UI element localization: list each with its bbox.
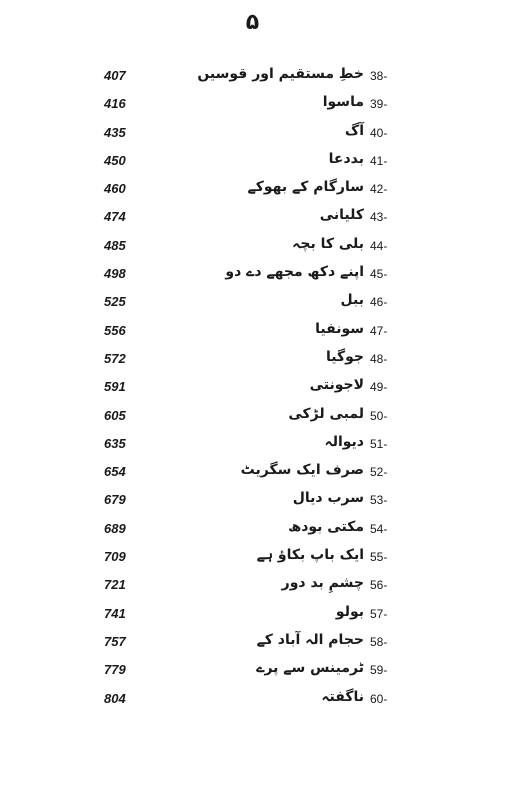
- toc-page-number: 779: [104, 662, 126, 678]
- toc-entry-number: 50-: [370, 408, 388, 423]
- toc-entry: [0, 203, 505, 231]
- toc-entry-number: 60-: [370, 691, 388, 706]
- toc-entry-number: 49-: [370, 380, 388, 395]
- toc-entry: [0, 119, 505, 147]
- toc-entry-title: سرب دیال: [292, 490, 364, 507]
- toc-entry-number: 56-: [370, 578, 388, 593]
- toc-entry-title: بددعا: [328, 150, 364, 167]
- toc-page-number: 407: [104, 68, 126, 83]
- toc-page-number: 804: [104, 690, 126, 706]
- toc-entry-number: 44-: [370, 238, 388, 253]
- toc-page-number: 435: [104, 124, 126, 140]
- toc-page-number: 525: [104, 294, 126, 310]
- toc-entry: [0, 458, 505, 486]
- toc-entry: [0, 288, 505, 316]
- toc-page-number: 654: [104, 464, 126, 480]
- toc-page-number: 721: [104, 577, 126, 593]
- toc-page-number: 741: [104, 605, 126, 621]
- page-number: ۵: [245, 10, 260, 35]
- toc-entry-number: 40-: [370, 125, 388, 140]
- toc-entry-number: 55-: [370, 550, 388, 565]
- toc-entry-number: 51-: [370, 436, 388, 451]
- toc-entry-title: ناگفتہ: [321, 688, 364, 705]
- toc-entry: [0, 373, 505, 401]
- toc-entry-title: ببل: [340, 292, 364, 309]
- toc-entry-title: آگ: [344, 122, 364, 139]
- toc-entry-number: 38-: [370, 69, 388, 83]
- toc-entry-number: 59-: [370, 663, 388, 678]
- table-of-contents: [0, 62, 505, 713]
- toc-page-number: 556: [104, 322, 126, 338]
- toc-page-number: 474: [104, 209, 126, 225]
- toc-entry-title: حجام الہ آباد کے: [256, 631, 364, 648]
- toc-entry-number: 57-: [370, 606, 388, 621]
- toc-entry-number: 53-: [370, 493, 388, 508]
- toc-page-number: 485: [104, 237, 126, 253]
- toc-entry-number: 48-: [370, 351, 388, 366]
- toc-entry-title: اپنے دکھ مجھے دے دو: [225, 264, 364, 281]
- toc-entry: [0, 430, 505, 458]
- toc-entry-title: لمبی لڑکی: [288, 405, 364, 422]
- toc-entry-title: بلی کا بچہ: [292, 235, 364, 252]
- toc-entry-title: سونفیا: [315, 320, 364, 337]
- toc-entry-number: 46-: [370, 295, 388, 310]
- toc-entry: [0, 147, 505, 175]
- toc-entry: [0, 317, 505, 345]
- toc-entry-title: دیوالہ: [324, 433, 364, 450]
- toc-entry-title: لاجونتی: [309, 377, 364, 394]
- toc-entry-number: 47-: [370, 323, 388, 338]
- toc-page-number: 757: [104, 633, 126, 649]
- toc-entry-title: بولو: [335, 603, 364, 620]
- toc-entry-number: 58-: [370, 634, 388, 649]
- toc-entry-title: مکتی بودھ: [288, 518, 364, 535]
- toc-entry-title: جوگیا: [326, 348, 364, 365]
- toc-entry-number: 41-: [370, 153, 388, 168]
- toc-entry-number: 42-: [370, 182, 388, 197]
- toc-page-number: 460: [104, 181, 126, 197]
- toc-entry: [0, 571, 505, 599]
- toc-page-number: 679: [104, 492, 126, 508]
- toc-entry-number: 45-: [370, 267, 388, 282]
- toc-page-number: 416: [104, 96, 126, 112]
- toc-page-number: 450: [104, 152, 126, 168]
- toc-entry: [0, 543, 505, 571]
- toc-page-number: 605: [104, 407, 126, 423]
- toc-page-number: 591: [104, 379, 126, 395]
- toc-entry: [0, 90, 505, 118]
- toc-entry: [0, 345, 505, 373]
- toc-entry: [0, 600, 505, 628]
- toc-entry: [0, 232, 505, 260]
- toc-entry-title: خطِ مستقیم اور قوسیں: [197, 66, 364, 82]
- toc-entry: [0, 656, 505, 684]
- toc-page-number: 498: [104, 266, 126, 282]
- toc-entry-title: ٹرمینس سے پرے: [256, 660, 364, 677]
- toc-entry: [0, 62, 505, 90]
- toc-entry-title: سارگام کے بھوکے: [247, 179, 364, 196]
- toc-entry: [0, 486, 505, 514]
- toc-entry: [0, 628, 505, 656]
- toc-entry-title: ایک باپ بکاؤ ہے: [256, 547, 364, 564]
- toc-page-number: 689: [104, 520, 126, 536]
- toc-entry-number: 39-: [370, 97, 388, 112]
- toc-entry-title: چشمِ بد دور: [281, 575, 364, 592]
- toc-entry: [0, 515, 505, 543]
- toc-entry: [0, 685, 505, 713]
- toc-entry-number: 54-: [370, 521, 388, 536]
- toc-entry-title: ماسوا: [322, 94, 364, 111]
- toc-entry-number: 52-: [370, 465, 388, 480]
- toc-page-number: 709: [104, 549, 126, 565]
- toc-entry: [0, 402, 505, 430]
- toc-entry: [0, 175, 505, 203]
- toc-page-number: 572: [104, 350, 126, 366]
- toc-entry: [0, 260, 505, 288]
- toc-entry-title: کلیانی: [319, 207, 364, 224]
- toc-entry-number: 43-: [370, 210, 388, 225]
- toc-entry-title: صرف ایک سگریٹ: [240, 462, 364, 479]
- toc-page-number: 635: [104, 435, 126, 451]
